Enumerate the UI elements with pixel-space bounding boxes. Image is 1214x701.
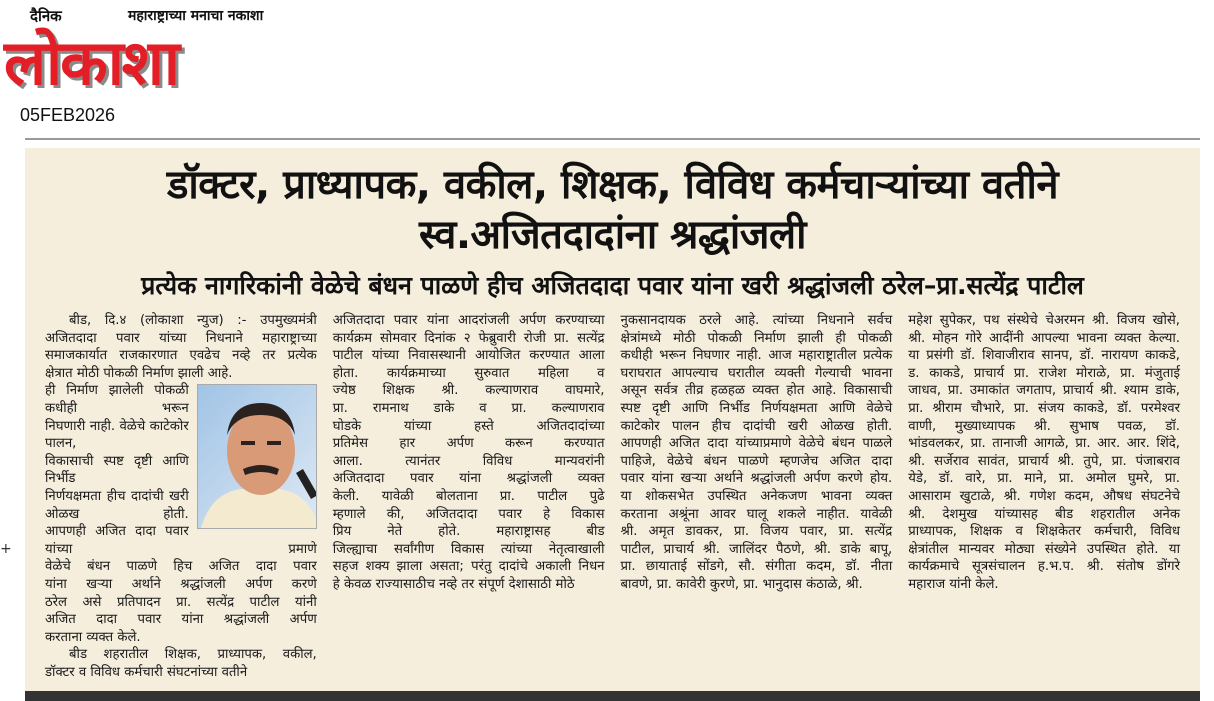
article-text-line: महाराज यांनी केले. — [908, 576, 999, 592]
article-text-line: श्री. अमृत डावकर, प्रा. विजय पवार, प्रा. सत्येंद्र — [620, 524, 893, 540]
article-column-2 — [333, 312, 605, 681]
article-text-line: स्पष्ट दृष्टी आणि निर्भीड निर्णयक्षमता आणि वेळेचे — [620, 400, 893, 416]
article-text-line: प्रा. छायाताई सोंडगे, सौ. संगीता कदम, डॉ. नीता — [620, 559, 893, 575]
article-text-line: आपणही अजित दादा यांच्याप्रमाणे वेळेचे बंधन पाळले — [620, 436, 893, 452]
article-text-line: पाहिजे, वेळेचे बंधन पाळणे म्हणजेच अजित दादा — [620, 453, 893, 469]
article-text-line: आला. त्यानंतर विविध मान्यवरांनी — [332, 453, 605, 469]
article-text-line: या प्रसंगी डॉ. शिवाजीराव सानप, डॉ. नारायण काकडे, — [908, 348, 1180, 364]
article-column-1 — [45, 312, 317, 681]
article-text-line: महेश सुपेकर, पथ संस्थेचे चेअरमन श्री. विजय खोसे, — [908, 313, 1180, 328]
article-text-line: श्री. देशमुख यांच्यासह बीड शहरातील अनेक — [908, 506, 1180, 522]
article-text-line: अजितदादा पवार यांना श्रद्धांजली व्यक्त — [332, 471, 605, 487]
article-text-line: नुकसानदायक ठरले आहे. त्यांच्या निधनाने सर्वच — [620, 313, 893, 328]
logo-prefix: दैनिक — [30, 7, 62, 25]
article-text-line: केली. यावेळी बोलताना प्रा. पाटील पुढे — [332, 488, 605, 504]
article-text-line: कधीही भरून निघणार नाही. आज महाराष्ट्रातील प्रत्येक — [620, 348, 893, 364]
article-text-line: प्रा. रामनाथ डाके व प्रा. कल्याणराव — [332, 400, 605, 416]
article-text-line: ठरेल असे प्रतिपादन प्रा. सत्येंद्र पाटील यांनी — [45, 594, 317, 610]
crosshair-cursor-icon: + — [0, 541, 12, 557]
article-text-line: करताना अश्रूंना आवर घालू शकले नाहीत. यावेळी — [620, 506, 893, 522]
article-text-line: असून सर्वत्र तीव्र हळहळ व्यक्त होत आहे. विकासाची — [620, 383, 893, 399]
article-text-line: डॉक्टर व विविध कर्मचारी संघटनांच्या वतीने — [45, 664, 248, 680]
article-text-line: निघणारी नाही. वेळेचे काटेकोर पालन, — [45, 418, 189, 452]
article-text-line: वेळेचे बंधन पाळणे हिच अजित दादा पवार — [45, 559, 317, 575]
edition-date: 05FEB2026 — [20, 105, 116, 125]
article-text-line: क्षेत्रात मोठी पोकळी निर्माण झाली आहे. — [45, 365, 233, 381]
article-text-line: निर्णयक्षमता हीच दादांची खरी ओळख होती. — [45, 488, 189, 522]
article-text-line: प्रा. श्रीराम चौभारे, प्रा. संजय काकडे, डॉ. परमेश्वर — [908, 400, 1180, 416]
article-text-line: कार्यक्रम सोमवार दिनांक २ फेब्रुवारी रोजी प्रा. सत्येंद्र — [332, 330, 605, 346]
subheadline: प्रत्येक नागरिकांनी वेळेचे बंधन पाळणे हीच अजितदादा पवार यांना खरी श्रद्धांजली ठरेल–प्रा.सत्येंद्र पाटील — [141, 271, 1084, 300]
article-text-line: सहज शक्य झाला असता; परंतु दादांचे अकाली निधन — [332, 559, 605, 575]
article-text-line: म्हणाले की, अजितदादा पवार हे विकास — [332, 506, 605, 522]
article-columns — [45, 312, 1180, 681]
article-text-line: अजित दादा पवार यांना श्रद्धांजली अर्पण — [45, 612, 317, 628]
article-text-line: प्रतिमेस हार अर्पण करून करण्यात — [332, 436, 605, 452]
article-text-line: बावणे, प्रा. कावेरी कुरणे, प्रा. भानुदास कंठाळे, श्री. — [620, 576, 863, 592]
article-text-line: हे केवळ राज्यासाठीच नव्हे तर संपूर्ण देशासाठी मोठे — [332, 576, 575, 592]
article-text-line: श्री. सर्जेराव सावंत, प्राचार्य श्री. तुपे, प्रा. पंजाबराव — [908, 453, 1180, 469]
article-text-line: क्षेत्रांमध्ये मोठी पोकळी निर्माण झाली ही पोकळी — [620, 330, 893, 346]
article-text-line: काटेकोर पालन हीच दादांची खरी ओळख होती. — [620, 418, 893, 434]
article-text-line: यांना खऱ्या अर्थाने श्रद्धांजली अर्पण करणे — [45, 576, 317, 592]
article-text-line: पाटील, प्राचार्य श्री. जालिंदर पैठणे, श्री. डाके बापू, — [620, 541, 893, 557]
article-text-line: अजितदादा पवार यांच्या निधनाने महाराष्ट्राच्या — [45, 330, 317, 346]
portrait-photo — [197, 384, 317, 529]
article-text-line: पवार यांना खऱ्या अर्थाने श्रद्धांजली अर्पण करणे होय. — [620, 471, 893, 487]
article-column-4 — [908, 312, 1180, 681]
logo-tagline: महाराष्ट्राच्या मनाचा नकाशा — [128, 8, 264, 24]
article-text-line: श्री. मोहन गोरे आदींनी आपल्या भावना व्यक्त केल्या. — [908, 330, 1180, 346]
newspaper-logo — [0, 2, 300, 98]
article-text-line: विकासाची स्पष्ट दृष्टी आणि निर्भीड — [45, 453, 189, 487]
article-column-3 — [621, 312, 893, 681]
article-text-line: आसाराम खुटाळे, श्री. गणेश कदम, औषध संघटनेचे — [908, 488, 1180, 504]
article-text-line: होता. कार्यक्रमाच्या सुरुवात महिला व — [332, 365, 605, 381]
logo-wordmark: लोकाशा — [4, 26, 178, 99]
article-text-line: घराघरात आपल्याच घरातील व्यक्ती गेल्याची भावना — [620, 365, 893, 381]
article-text-line: बीड शहरातील शिक्षक, प्राध्यापक, वकील, — [69, 647, 317, 663]
article-text-line: ड. काकडे, प्राचार्य प्रा. राजेश मोराळे, प्रा. मंजुताई — [908, 365, 1180, 381]
article-text-line: अजितदादा पवार यांना आदरांजली अर्पण करण्याच्या — [332, 313, 605, 328]
person-photo-icon — [198, 385, 316, 528]
article-text-line: जिल्ह्याचा सर्वांगीण विकास त्यांच्या नेतृत्वाखाली — [332, 541, 605, 557]
divider — [25, 138, 1200, 140]
article-text-line: घोडके यांच्या हस्ते अजितदादांच्या — [332, 418, 605, 434]
article-text-line: बीड, दि.४ (लोकाशा न्युज) :- उपमुख्यमंत्री — [69, 313, 317, 328]
article-text-line: या शोकसभेत उपस्थित अनेकजण भावना व्यक्त — [620, 488, 893, 504]
article-text-line: पाटील यांच्या निवासस्थानी आयोजित करण्यात आला — [332, 348, 605, 364]
masthead — [0, 0, 1214, 138]
headline: डॉक्टर, प्राध्यापक, वकील, शिक्षक, विविध कर्मचाऱ्यांच्या वतीने स्व.अजितदादांना श्रद्धांजली — [166, 162, 1059, 258]
article-text-line: आपणही अजित दादा पवार यांच्या प्रमाणे — [45, 524, 317, 557]
article-text-line: क्षेत्रांतील मान्यवर मोठ्या संख्येने उपस्थित होते. या — [908, 541, 1180, 557]
article-clipping — [25, 148, 1200, 691]
article-text-line: समाजकार्यात राजकारणात एवढेच नव्हे तर प्रत्येक — [45, 348, 317, 364]
article-text-line: करताना व्यक्त केले. — [45, 629, 141, 645]
article-text-line: कार्यक्रमाचे सूत्रसंचालन ह.भ.प. श्री. संतोष डोंगरे — [908, 559, 1180, 575]
article-text-line: ज्येष्ठ शिक्षक श्री. कल्याणराव वाघमारे, — [332, 383, 605, 399]
article-text-line: प्राध्यापक, शिक्षक व शिक्षकेतर कर्मचारी, विविध — [908, 524, 1180, 540]
article-text-line: भांडवलकर, प्रा. तानाजी आगळे, प्रा. आर. आर. शिंदे, — [908, 436, 1180, 452]
article-text-line: येडे, डॉ. वारे, प्रा. माने, प्रा. अमोल घुमरे, प्रा. — [908, 471, 1180, 487]
article-text-line: प्रिय नेते होते. महाराष्ट्रासह बीड — [332, 524, 605, 540]
bottom-border — [25, 691, 1200, 701]
article-text-line: जाधव, प्रा. उमाकांत जगताप, प्राचार्य श्री. श्याम डाके, — [908, 383, 1180, 399]
article-text-line: वाणी, मुख्याध्यापक श्री. सुभाष पवळ, डॉ. — [908, 418, 1180, 434]
article-text-line: ही निर्माण झालेली पोकळी कधीही भरून — [45, 383, 189, 416]
